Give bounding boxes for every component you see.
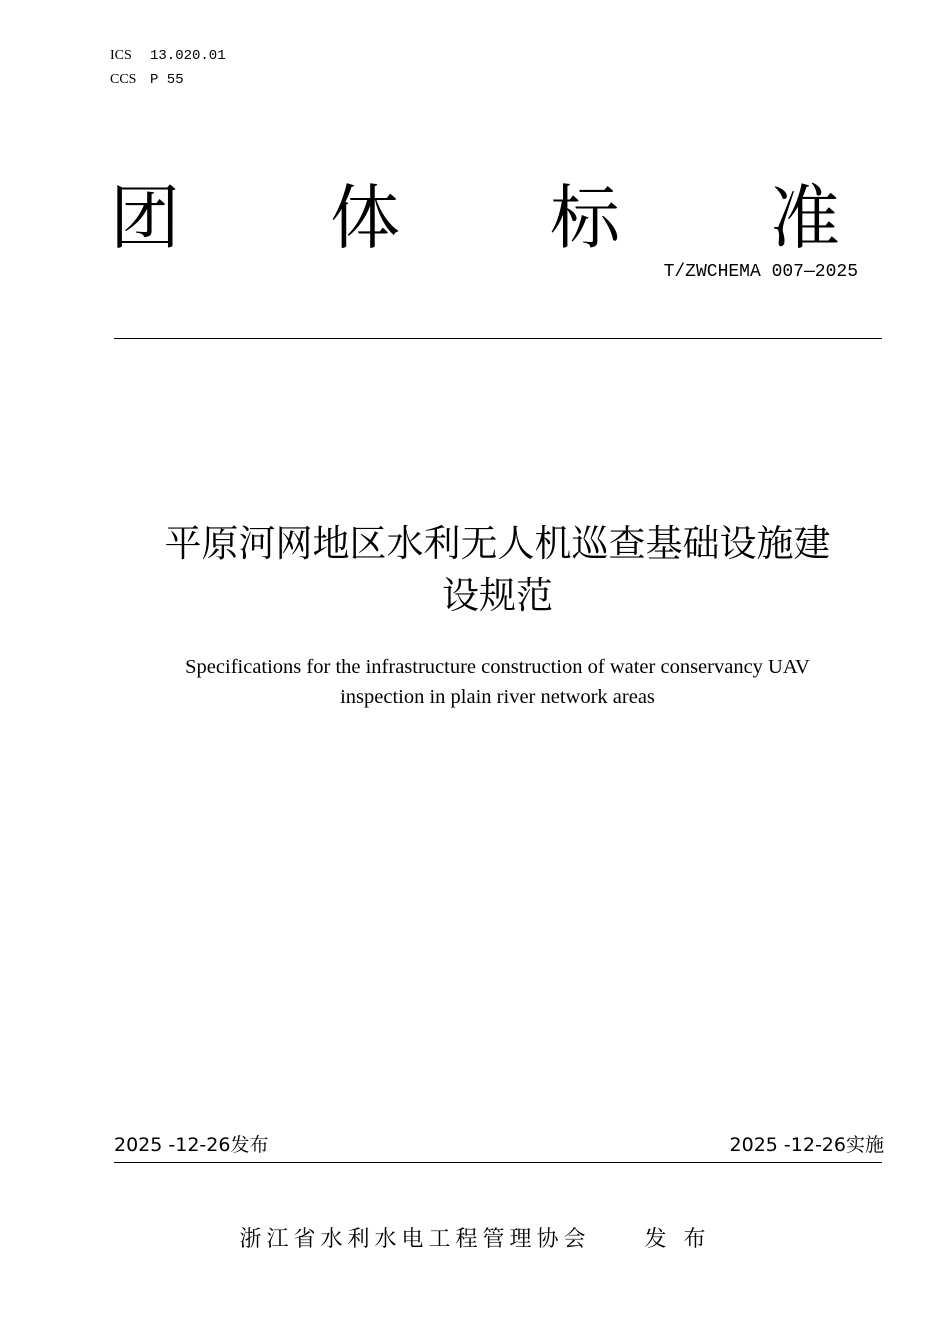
issue-date xyxy=(114,1131,268,1159)
standard-type-char: 团 xyxy=(110,177,180,259)
chinese-title xyxy=(100,518,895,622)
chinese-title-line: 设规范 xyxy=(442,574,553,617)
ics-row xyxy=(110,44,226,68)
english-title-line: inspection in plain river network areas xyxy=(340,686,655,708)
publisher-action: 发 布 xyxy=(644,1227,711,1252)
implement-date-value: 2025 -12-26 xyxy=(729,1134,846,1156)
english-title-line: Specifications for the infrastructure construction of water conservancy UAV xyxy=(185,656,810,678)
standard-type-char: 准 xyxy=(770,177,840,259)
dates-row xyxy=(114,1131,884,1159)
standard-type-char: 标 xyxy=(550,177,620,259)
implement-date xyxy=(730,1131,884,1159)
publisher xyxy=(0,1222,950,1258)
implement-date-label: 实施 xyxy=(845,1134,884,1156)
standard-type-heading xyxy=(110,178,840,258)
ics-value: 13.020.01 xyxy=(150,48,226,64)
classification-codes xyxy=(110,44,226,92)
ccs-row xyxy=(110,68,226,92)
bottom-divider xyxy=(114,1162,882,1163)
ccs-value: P 55 xyxy=(150,72,184,88)
standard-type-char: 体 xyxy=(330,177,400,259)
chinese-title-line: 平原河网地区水利无人机巡查基础设施建 xyxy=(164,522,831,565)
issue-date-value: 2025 -12-26 xyxy=(114,1134,231,1156)
publisher-org: 浙江省水利水电工程管理协会 xyxy=(239,1227,591,1252)
english-title xyxy=(100,652,895,712)
issue-date-label: 发布 xyxy=(230,1134,269,1156)
top-divider xyxy=(114,338,882,339)
standard-code: T/ZWCHEMA 007—2025 xyxy=(663,262,858,282)
ics-label: ICS xyxy=(110,48,132,63)
ccs-label: CCS xyxy=(110,72,137,87)
